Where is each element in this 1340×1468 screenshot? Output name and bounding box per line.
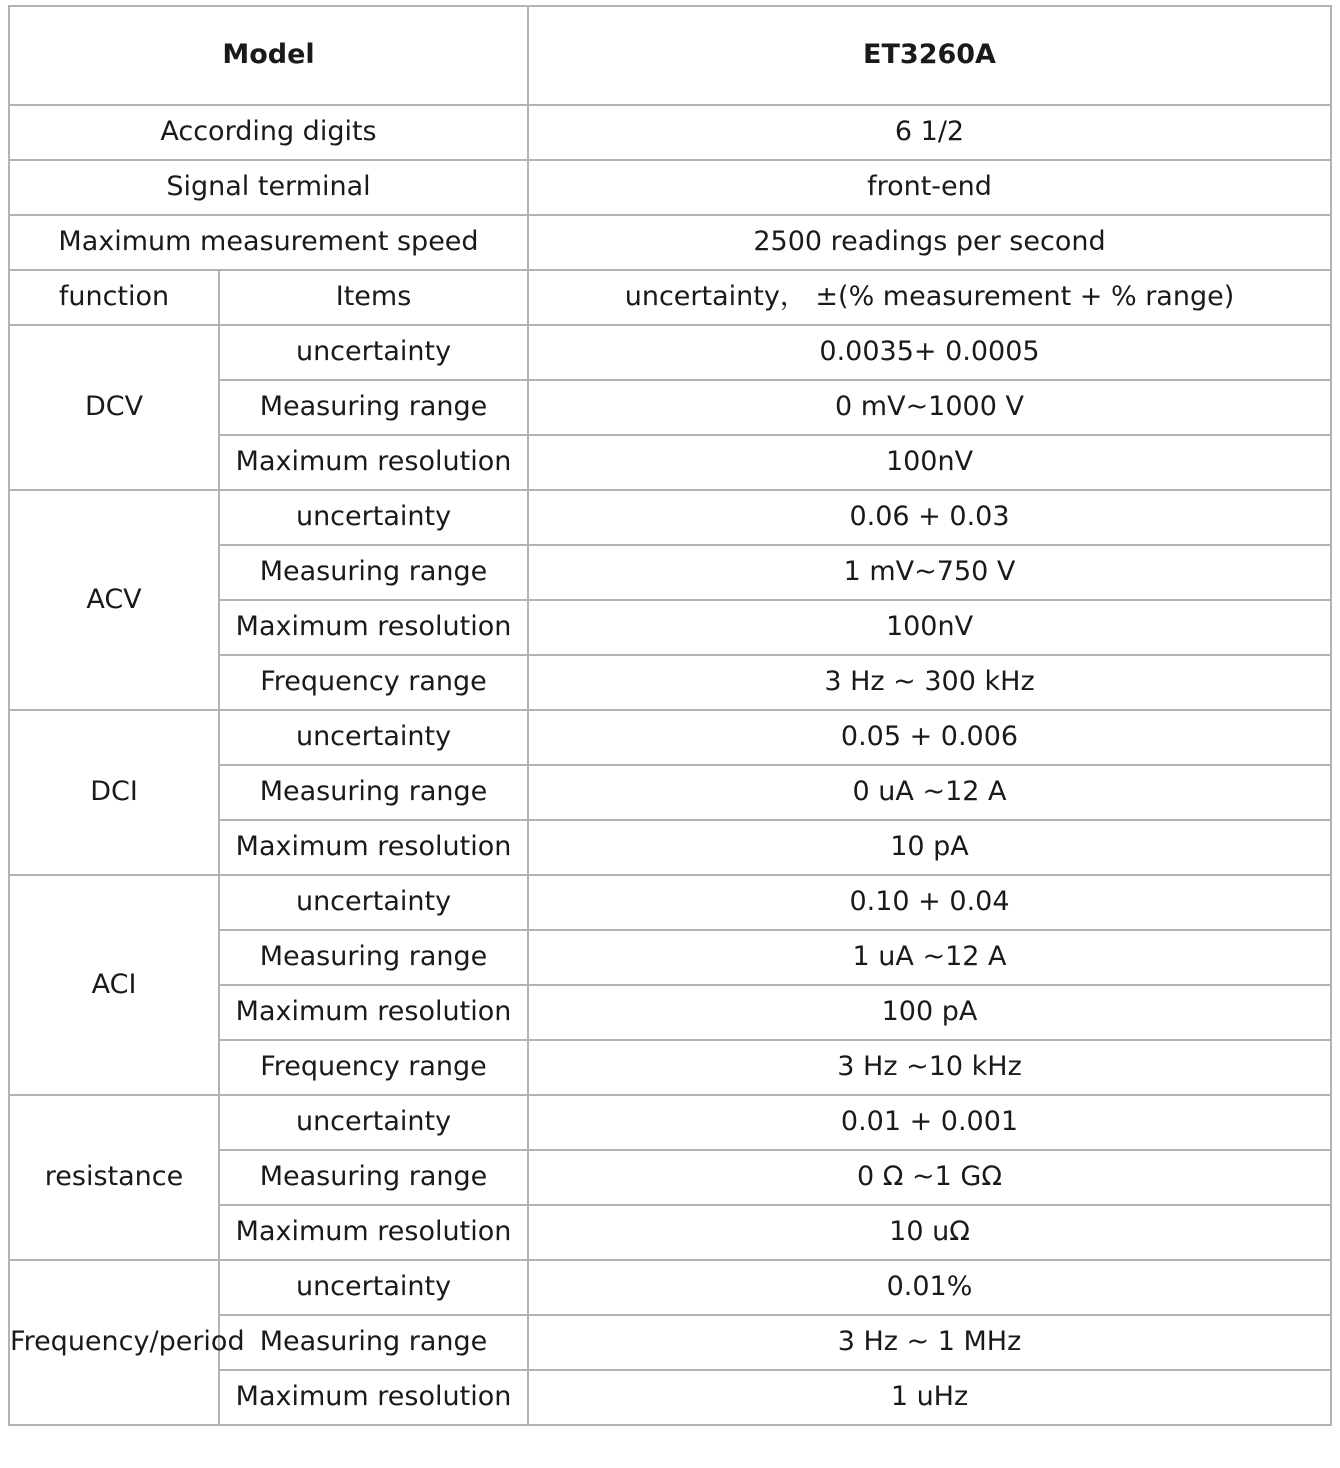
value-cell: 100nV: [528, 600, 1331, 655]
spec-column-header: uncertainty， ±(% measurement + % range): [528, 270, 1331, 325]
value-cell: 0.01 + 0.001: [528, 1095, 1331, 1150]
function-cell: resistance: [9, 1095, 219, 1260]
spec-row: [9, 490, 1331, 545]
item-cell: Maximum resolution: [219, 820, 528, 875]
general-value: 6 1/2: [528, 105, 1331, 160]
function-cell: Frequency/period: [9, 1260, 219, 1425]
general-row: [9, 215, 1331, 270]
value-cell: 0 mV~1000 V: [528, 380, 1331, 435]
value-cell: 100 pA: [528, 985, 1331, 1040]
item-cell: Frequency range: [219, 655, 528, 710]
item-cell: Maximum resolution: [219, 1370, 528, 1425]
item-cell: Frequency range: [219, 1040, 528, 1095]
model-label: Model: [9, 6, 528, 105]
item-cell: Measuring range: [219, 1315, 528, 1370]
item-cell: uncertainty: [219, 325, 528, 380]
value-cell: 0 Ω ~1 GΩ: [528, 1150, 1331, 1205]
value-cell: 0.05 + 0.006: [528, 710, 1331, 765]
spec-table: [8, 5, 1332, 1426]
general-row: [9, 160, 1331, 215]
item-cell: uncertainty: [219, 1260, 528, 1315]
item-cell: Measuring range: [219, 380, 528, 435]
value-cell: 0.0035+ 0.0005: [528, 325, 1331, 380]
value-cell: 10 pA: [528, 820, 1331, 875]
item-cell: Measuring range: [219, 545, 528, 600]
item-cell: Measuring range: [219, 1150, 528, 1205]
value-cell: 1 uA ~12 A: [528, 930, 1331, 985]
item-cell: uncertainty: [219, 710, 528, 765]
value-cell: 1 mV~750 V: [528, 545, 1331, 600]
general-row: [9, 105, 1331, 160]
value-cell: 100nV: [528, 435, 1331, 490]
spec-row: [9, 325, 1331, 380]
items-column-header: Items: [219, 270, 528, 325]
value-cell: 1 uHz: [528, 1370, 1331, 1425]
item-cell: Maximum resolution: [219, 985, 528, 1040]
spec-row: [9, 875, 1331, 930]
general-label: According digits: [9, 105, 528, 160]
header-row: [9, 6, 1331, 105]
spec-row: [9, 1095, 1331, 1150]
general-value: 2500 readings per second: [528, 215, 1331, 270]
value-cell: 10 uΩ: [528, 1205, 1331, 1260]
item-cell: Maximum resolution: [219, 435, 528, 490]
item-cell: uncertainty: [219, 490, 528, 545]
function-cell: DCI: [9, 710, 219, 875]
value-cell: 0 uA ~12 A: [528, 765, 1331, 820]
item-cell: uncertainty: [219, 875, 528, 930]
model-value: ET3260A: [528, 6, 1331, 105]
item-cell: uncertainty: [219, 1095, 528, 1150]
column-header-row: [9, 270, 1331, 325]
general-value: front-end: [528, 160, 1331, 215]
value-cell: 0.10 + 0.04: [528, 875, 1331, 930]
item-cell: Maximum resolution: [219, 600, 528, 655]
general-label: Signal terminal: [9, 160, 528, 215]
value-cell: 3 Hz ~10 kHz: [528, 1040, 1331, 1095]
function-cell: ACI: [9, 875, 219, 1095]
value-cell: 0.01%: [528, 1260, 1331, 1315]
function-column-header: function: [9, 270, 219, 325]
spec-row: [9, 710, 1331, 765]
value-cell: 3 Hz ~ 300 kHz: [528, 655, 1331, 710]
function-cell: ACV: [9, 490, 219, 710]
value-cell: 3 Hz ~ 1 MHz: [528, 1315, 1331, 1370]
item-cell: Measuring range: [219, 930, 528, 985]
general-label: Maximum measurement speed: [9, 215, 528, 270]
value-cell: 0.06 + 0.03: [528, 490, 1331, 545]
function-cell: DCV: [9, 325, 219, 490]
item-cell: Measuring range: [219, 765, 528, 820]
spec-row: [9, 1260, 1331, 1315]
item-cell: Maximum resolution: [219, 1205, 528, 1260]
